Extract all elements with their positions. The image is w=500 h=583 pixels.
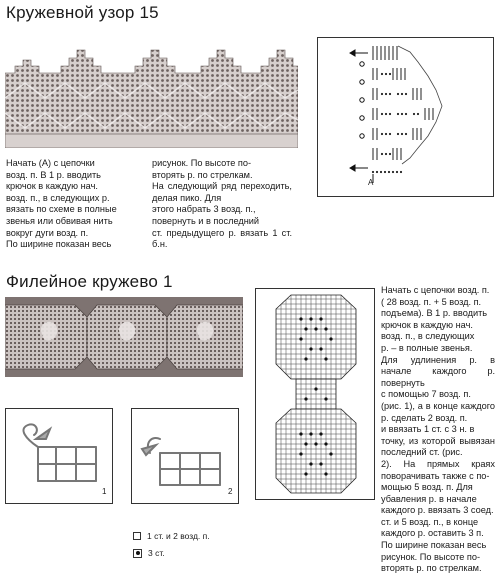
dot-square-icon bbox=[133, 549, 142, 558]
empty-square-icon bbox=[133, 532, 141, 540]
section2-right-text: Начать с цепочки возд. п. ( 28 возд. п. + 5 возд. п. подъема). В 1 р. вводить крючок в каждую нач. возд. п., в следующих р. – в полные звенья. Для удлинения р. в начале каждого р. повернуть с помощью 7 возд. п. (рис. 1), а в конце каждого р. сделать 2 возд. п. и ввязать 1 ст. с 3 н. в точку, из которой вывязан последний ст. (рис. 2). На прямых краях поворачивать также с по- мощью 5 возд. п. Для убавления р. в начале каждого р. ввязать 3 соед. ст. и 5 возд. п., в конце каждого р. оставить 3 п. По ширине показан весь рисунок. По высоте по- вторять р. по стрелкам. bbox=[381, 285, 495, 574]
chart-label-a: A bbox=[368, 178, 374, 187]
figure-1-diagram bbox=[6, 409, 112, 503]
figure-1-label: 1 bbox=[102, 487, 107, 496]
filet-chart-diagram bbox=[256, 289, 374, 499]
legend-item-1 bbox=[133, 531, 210, 541]
filet-lace-image bbox=[5, 297, 243, 377]
crochet-chart-1 bbox=[317, 37, 494, 197]
filet-lace-photo bbox=[5, 297, 243, 377]
figure-1 bbox=[5, 408, 113, 504]
lace-edging-photo bbox=[5, 38, 298, 148]
section1-text-col1: Начать (А) с цепочки возд. п. В 1 р. вводить крючок в каждую нач. возд. п., в следующих р. вязать по схеме в полные звенья или обвивая нить вокруг дуги возд. п. По ширине показан весь bbox=[6, 158, 117, 250]
section2-title: Филейное кружево 1 bbox=[6, 272, 173, 291]
figure-2-label: 2 bbox=[228, 487, 233, 496]
legend-item-2 bbox=[133, 548, 165, 558]
section1-text-col2: рисунок. По высоте по- вторять р. по стрелкам. На следующий ряд переходить, делая пико. Для этого набрать 3 возд. п., повернуть и в последний ст. предыдущего р. вязать 1 ст. б.н. bbox=[152, 158, 292, 250]
filet-chart bbox=[255, 288, 375, 500]
legend-item-2-label: 3 ст. bbox=[148, 548, 165, 558]
section1-title: Кружевной узор 15 bbox=[6, 3, 159, 22]
figure-2 bbox=[131, 408, 239, 504]
figure-2-diagram bbox=[132, 409, 238, 503]
legend-item-1-label: 1 ст. и 2 возд. п. bbox=[147, 531, 210, 541]
crochet-chart-1-diagram bbox=[318, 38, 493, 196]
lace-edging-image bbox=[5, 38, 298, 148]
